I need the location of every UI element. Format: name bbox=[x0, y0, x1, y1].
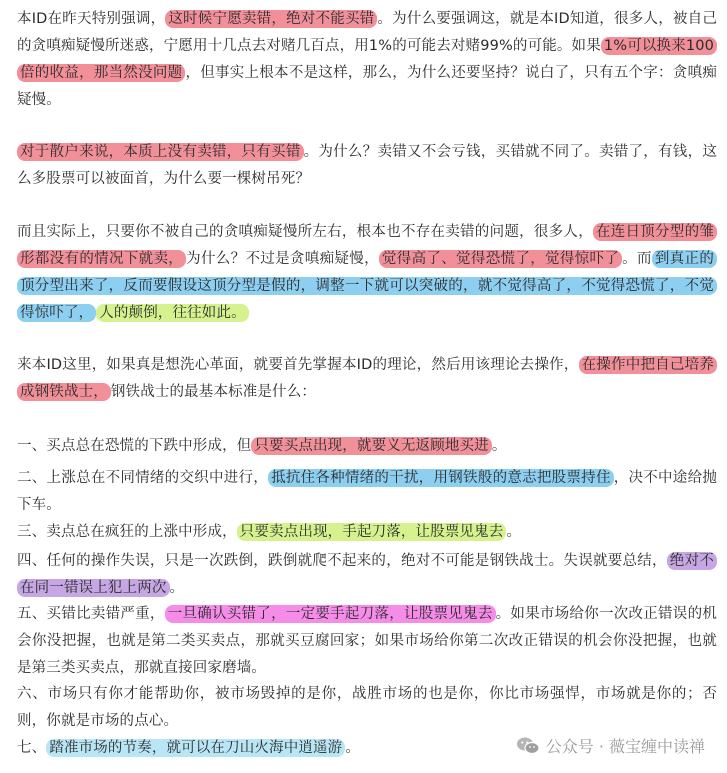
paragraph-retail-investors bbox=[17, 139, 717, 193]
highlight-green: 只要卖点出现，手起刀落，让股票见鬼去 bbox=[237, 523, 507, 541]
text-segment: 七、 bbox=[17, 740, 47, 756]
text-segment: 。如果市场给你一次改正错误的机会你没把握，也就是第二类买卖点，那就买豆腐回家；如果市场给你第二次改正错误的机会你没把握，也就是第三类买卖点，那就直接回家磨墙。 bbox=[17, 606, 717, 676]
text-segment: 。 bbox=[169, 580, 185, 596]
rule-item-6 bbox=[17, 681, 717, 735]
text-segment: 五、买错比卖错严重， bbox=[17, 606, 165, 622]
highlight-blue: 抵抗住各种情绪的干扰，用钢铁般的意志把股票持住 bbox=[268, 469, 614, 487]
highlight-red: 在操作中把自己培养成钢铁战士， bbox=[17, 356, 717, 401]
text-segment: 本ID在昨天特别强调， bbox=[17, 11, 166, 27]
text-segment: 为什么？不过是贪嗔痴疑慢， bbox=[186, 251, 379, 267]
highlight-red: 只要买点出现，就要义无返顾地买进 bbox=[251, 437, 491, 455]
text-segment: 。 bbox=[491, 438, 507, 454]
highlight-red: 对于散户来说，本质上没有卖错，只有买错 bbox=[17, 143, 304, 161]
rule-item-2 bbox=[17, 465, 717, 519]
text-segment: 三、卖点总在疯狂的上涨中形成， bbox=[17, 524, 237, 540]
highlight-lightblue: 踏准市场的节奏，就可以在刀山火海中逍遥游 bbox=[46, 739, 345, 757]
text-segment: 而且实际上，只要你不被自己的贪嗔痴疑慢所左右，根本也不存在卖错的问题，很多人， bbox=[17, 224, 593, 240]
text-segment: 六、市场只有你才能帮助你，被市场毁掉的是你，战胜市场的也是你，你比市场强悍，市场就是你的；否则，你就是市场的点心。 bbox=[17, 686, 717, 729]
text-segment: 二、上涨总在不同情绪的交织中进行， bbox=[17, 470, 269, 486]
highlight-purple: 绝对不在同一错误上犯上两次 bbox=[17, 552, 717, 597]
paragraph-intro bbox=[17, 6, 717, 114]
rule-item-5 bbox=[17, 601, 717, 682]
rule-item-4 bbox=[17, 548, 717, 602]
wechat-icon bbox=[516, 736, 540, 756]
watermark bbox=[516, 734, 705, 757]
highlight-green: 人的颠倒，往往如此。 bbox=[96, 304, 249, 322]
watermark-text: 公众号 · 薇宝缠中读禅 bbox=[545, 737, 705, 756]
highlight-blue: 到真正的顶分型出来了，反而要假设这顶分型是假的，调整一下就可以突破的，就不觉得高了，不觉得恐慌了，不觉得惊吓了， bbox=[17, 250, 717, 322]
text-segment: 。而 bbox=[622, 251, 652, 267]
highlight-red: 觉得高了、觉得恐慌了，觉得惊吓了 bbox=[379, 250, 622, 268]
text-segment: 四、任何的操作失误，只是一次跌倒，跌倒就爬不起来的，绝对不可能是钢铁战士。失误就要总结， bbox=[17, 553, 667, 569]
text-segment: 。为什么要强调这，就是本ID知道，很多人，被自己的贪嗔痴疑慢所迷惑，宁愿用十几点去对赌几百点，用1%的可能去对赌99%的可能。如果 bbox=[17, 11, 718, 54]
paragraph-top-fractal bbox=[17, 219, 717, 327]
text-segment: 钢铁战士的最基本标准是什么： bbox=[110, 384, 317, 400]
highlight-red: 这时候宁愿卖错，绝对不能买错 bbox=[165, 10, 377, 28]
text-segment: ，但事实上根本不是这样，那么，为什么还要坚持？说白了，只有五个字：贪嗔痴疑慢。 bbox=[17, 65, 717, 108]
text-segment: 。为什么？卖错又不会亏钱，买错就不同了。卖错了，有钱，这么多股票可以被面首，为什么要一棵树吊死？ bbox=[17, 144, 717, 187]
text-segment: 。 bbox=[345, 740, 360, 756]
text-segment: 。 bbox=[506, 524, 522, 540]
text-segment: 一、买点总在恐慌的下跌中形成，但 bbox=[17, 438, 252, 454]
paragraph-iron-warrior bbox=[17, 352, 717, 406]
rule-item-1 bbox=[17, 433, 717, 460]
highlight-pink: 一旦确认买错了，一定要手起刀落，让股票见鬼去 bbox=[165, 605, 496, 623]
rule-item-7 bbox=[17, 735, 437, 762]
highlight-red: 1%可以换来100倍的收益，那当然没问题 bbox=[17, 37, 717, 82]
text-segment: 来本ID这里，如果真是想洗心革面，就要首先掌握本ID的理论，然后用该理论去操作， bbox=[17, 357, 579, 373]
text-segment: ，决不中途给抛下车。 bbox=[17, 470, 717, 513]
rule-item-3 bbox=[17, 519, 717, 546]
highlight-red: 在连日顶分型的雏形都没有的情况下就卖， bbox=[17, 223, 717, 268]
